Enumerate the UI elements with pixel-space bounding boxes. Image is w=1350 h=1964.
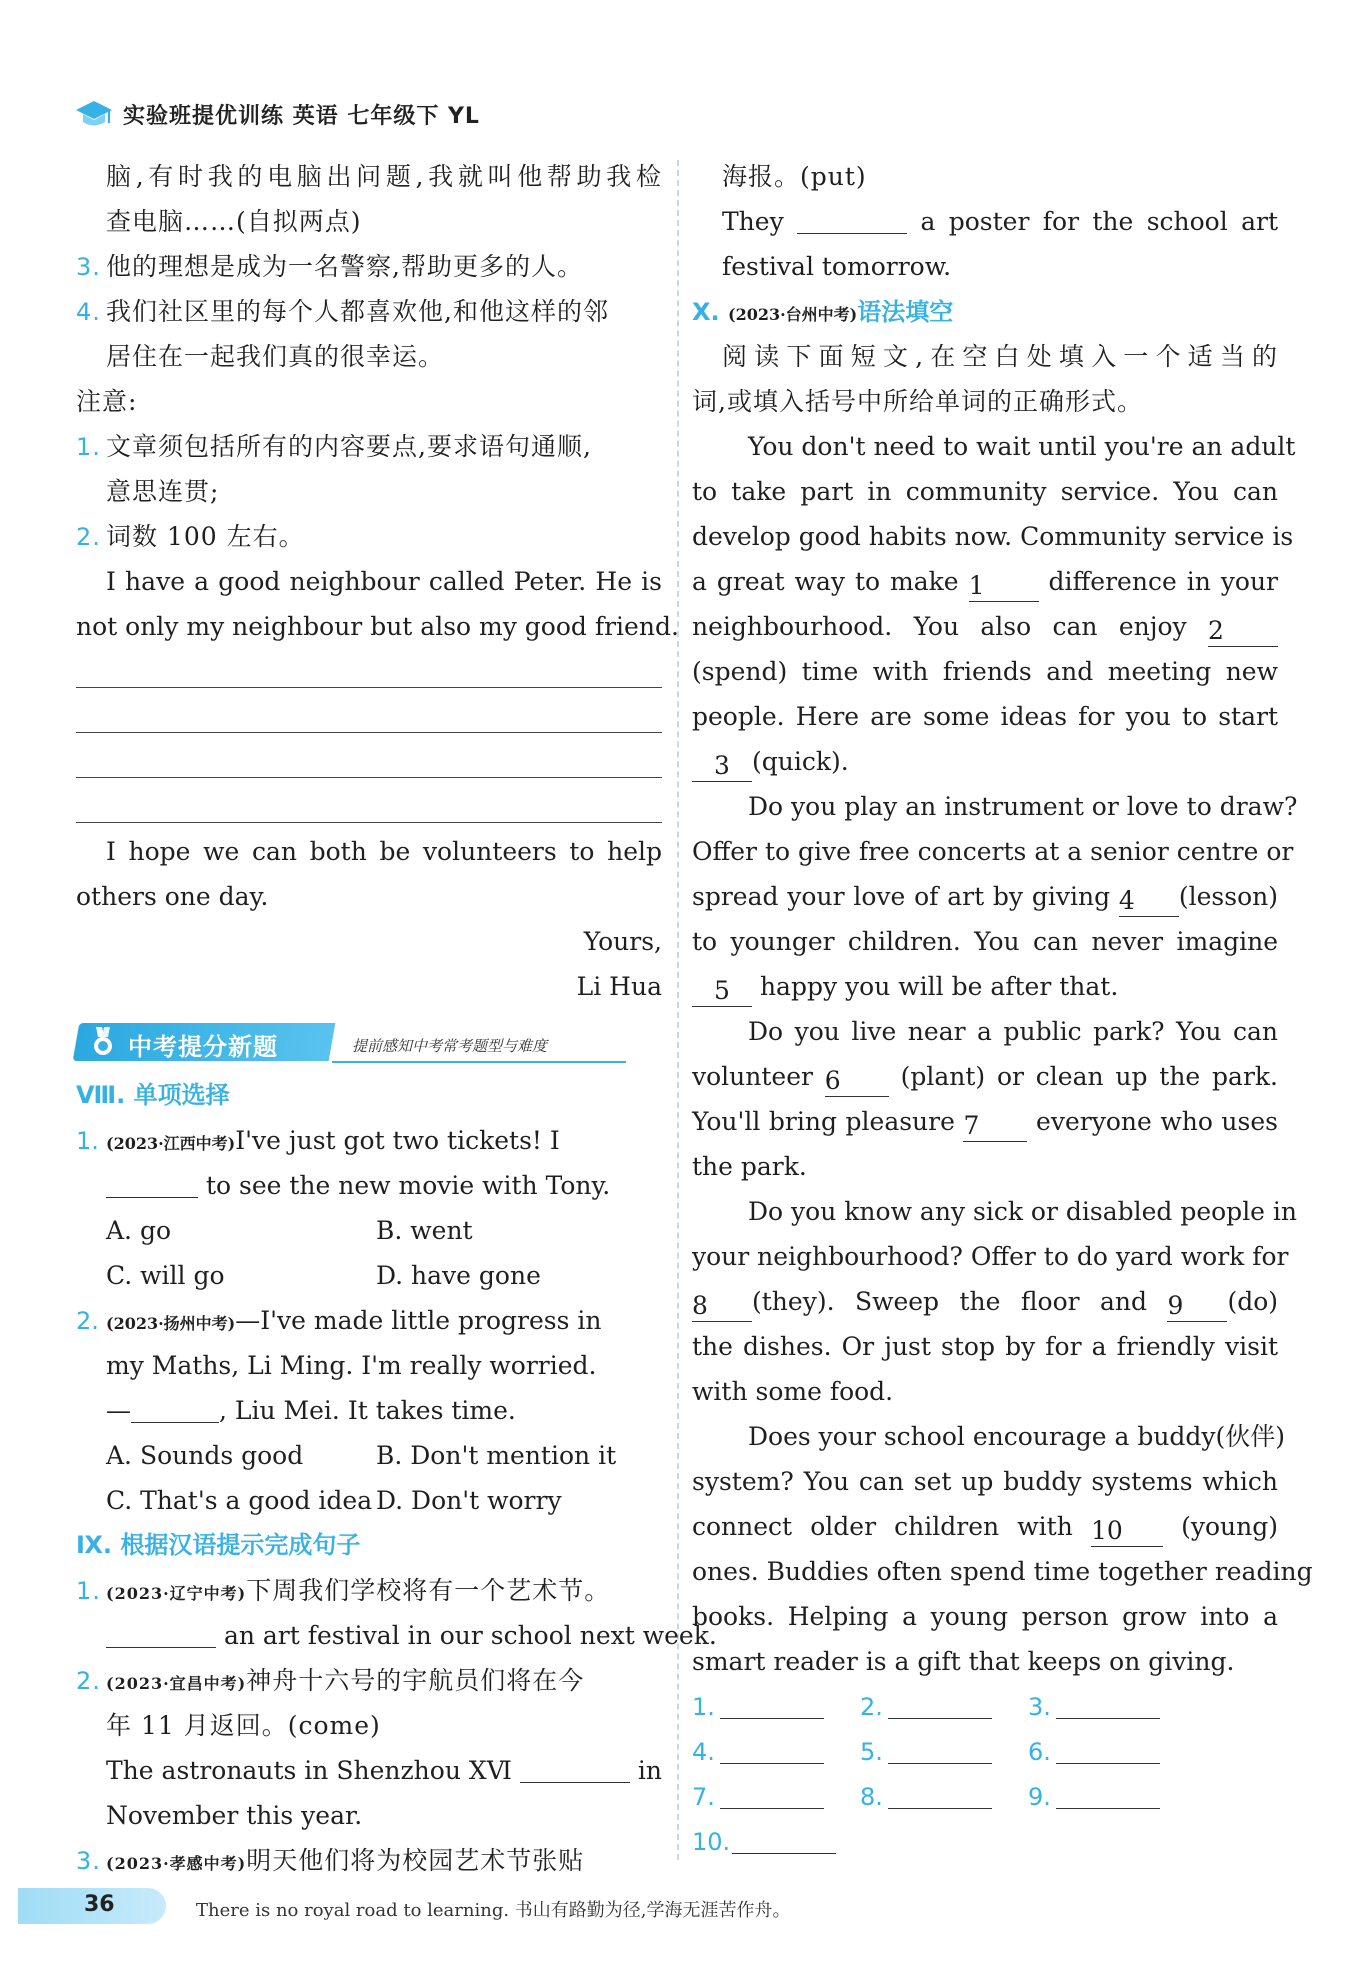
passage-text: neighbourhood. You also can enjoy (692, 612, 1187, 641)
passage-text: You'll bring pleasure (692, 1107, 955, 1136)
passage-text: (they). Sweep the floor and (752, 1287, 1148, 1316)
cloze-blank[interactable]: 4 (1119, 886, 1179, 917)
sentence-text: festival tomorrow. (722, 252, 952, 281)
instruction-line: 阅读下面短文,在空白处填入一个适当的 (722, 342, 1278, 371)
cloze-blank[interactable]: 5 (692, 976, 752, 1007)
answer-slot (692, 1774, 860, 1820)
passage-line: to younger children. You can never imagine (692, 927, 1278, 956)
passage-text: everyone who uses (1036, 1107, 1278, 1136)
answer-slot (1028, 1729, 1196, 1775)
item-number: 3. (76, 1847, 101, 1875)
instruction-line: 词,或填入括号中所给单词的正确形式。 (692, 387, 1143, 416)
answer-blank[interactable] (106, 1167, 198, 1198)
answer-slot (860, 1729, 1028, 1775)
answer-row (692, 1729, 1278, 1774)
answer-blank[interactable] (131, 1392, 219, 1423)
answer-blank[interactable] (520, 1752, 630, 1783)
option-b[interactable]: B. Don't mention it (376, 1441, 617, 1470)
answer-blank[interactable] (720, 1778, 824, 1809)
passage-line: develop good habits now. Community service is (692, 522, 1294, 551)
answer-slot (692, 1819, 860, 1865)
text-line: 我们社区里的每个人都喜欢他,和他这样的邻 (106, 297, 609, 326)
cloze-blank[interactable]: 9 (1167, 1291, 1227, 1322)
passage-text: (plant) or clean up the park. (900, 1062, 1278, 1091)
answer-number: 3. (1028, 1693, 1051, 1721)
page-header (75, 92, 480, 136)
option-d[interactable]: D. Don't worry (376, 1486, 562, 1515)
option-c[interactable]: C. will go (106, 1261, 225, 1290)
answer-slot (692, 1684, 860, 1730)
item-number: 2. (76, 523, 101, 551)
option-d[interactable]: D. have gone (376, 1261, 541, 1290)
passage-line: with some food. (692, 1377, 894, 1406)
column-divider (677, 160, 679, 1860)
item-number: 2. (76, 1667, 101, 1695)
footer-motto: There is no royal road to learning. 书山有路勤为径,学海无涯苦作舟。 (196, 1900, 791, 1921)
signature: Li Hua (576, 972, 662, 1001)
answer-blank[interactable] (888, 1688, 992, 1719)
text-line: 文章须包括所有的内容要点,要求语句通顺, (106, 432, 592, 461)
essay-line: I have a good neighbour called Peter. He is (106, 567, 662, 596)
section-heading: Ⅷ. 单项选择 (76, 1081, 230, 1109)
writing-line[interactable] (76, 649, 662, 694)
text-line: 脑,有时我的电脑出问题,我就叫他帮助我检 (106, 162, 662, 191)
cloze-blank[interactable]: 6 (825, 1066, 889, 1097)
passage-line: Offer to give free concerts at a senior centre or (692, 837, 1294, 866)
passage-line: Do you live near a public park? You can (748, 1017, 1278, 1046)
passage-text: a great way to make (692, 567, 959, 596)
answer-number: 6. (1028, 1738, 1051, 1766)
answer-slot (1028, 1684, 1196, 1730)
left-column (76, 154, 717, 1883)
passage-line: Do you know any sick or disabled people in (748, 1197, 1298, 1226)
passage-line: system? You can set up buddy systems which (692, 1467, 1278, 1496)
writing-line[interactable] (76, 739, 662, 784)
page-footer (18, 1888, 1338, 1928)
question-text: my Maths, Li Ming. I'm really worried. (106, 1351, 597, 1380)
answer-blank[interactable] (888, 1733, 992, 1764)
option-b[interactable]: B. went (376, 1216, 473, 1245)
essay-line: not only my neighbour but also my good friend. (76, 612, 679, 641)
item-number: 1. (76, 1127, 99, 1155)
passage-text: (lesson) (1178, 882, 1278, 911)
text-line: 居住在一起我们真的很幸运。 (106, 342, 445, 371)
passage-text: connect older children with (692, 1512, 1073, 1541)
answer-blank[interactable] (720, 1688, 824, 1719)
text-line: 词数 100 左右。 (106, 522, 305, 551)
passage-text: spread your love of art by giving (692, 882, 1111, 911)
writing-line[interactable] (76, 784, 662, 829)
text-line: 他的理想是成为一名警察,帮助更多的人。 (106, 252, 583, 281)
essay-line: I hope we can both be volunteers to help (106, 837, 662, 866)
passage-line: Does your school encourage a buddy(伙伴) (748, 1422, 1286, 1451)
item-number: 2. (76, 1307, 99, 1335)
question-text: , Liu Mei. It takes time. (219, 1396, 516, 1425)
section-number: Ⅹ. (692, 298, 720, 326)
answer-blank[interactable] (1056, 1778, 1160, 1809)
passage-line: the dishes. Or just stop by for a friendly visit (692, 1332, 1278, 1361)
question-text: I've just got two tickets! I (235, 1126, 560, 1155)
section-heading: 语法填空 (857, 298, 954, 326)
passage-line: smart reader is a gift that keeps on giving. (692, 1647, 1235, 1676)
question-text: —I've made little progress in (235, 1306, 602, 1335)
answer-blank[interactable] (1056, 1688, 1160, 1719)
item-number: 1. (76, 1577, 101, 1605)
passage-line: Do you play an instrument or love to draw? (748, 792, 1298, 821)
essay-line: others one day. (76, 882, 269, 911)
sentence-text: They (722, 207, 784, 236)
cloze-blank[interactable]: 3 (692, 751, 752, 782)
answer-row (692, 1684, 1278, 1729)
answer-number: 4. (692, 1738, 715, 1766)
answer-blank[interactable] (732, 1823, 836, 1854)
dash: — (106, 1396, 131, 1425)
passage-text: (quick). (752, 747, 849, 776)
sentence-text: in (637, 1756, 662, 1785)
banner-subtitle: 提前感知中考常考题型与难度 (352, 1037, 548, 1055)
chinese-prompt: 年 11 月返回。(come) (106, 1711, 381, 1740)
passage-text: (young) (1181, 1512, 1278, 1541)
answer-number: 9. (1028, 1783, 1051, 1811)
option-a[interactable]: A. go (106, 1216, 172, 1245)
header-title: 实验班提优训练 英语 七年级下 YL (123, 103, 480, 129)
question-source: (2023·台州中考) (728, 305, 858, 324)
answer-blank[interactable] (1056, 1733, 1160, 1764)
exam-banner (76, 1015, 662, 1071)
answer-number: 2. (860, 1693, 883, 1721)
cloze-blank[interactable]: 2 (1208, 616, 1278, 647)
passage-text: difference in your (1048, 567, 1279, 596)
cloze-blank[interactable]: 8 (692, 1291, 752, 1322)
question-source: (2023·扬州中考) (106, 1314, 236, 1333)
passage-line: people. Here are some ideas for you to start (692, 702, 1278, 731)
item-number: 4. (76, 298, 101, 326)
cloze-blank[interactable]: 7 (963, 1111, 1027, 1142)
answer-row (692, 1819, 1278, 1864)
banner-title: 中考提分新题 (128, 1033, 278, 1061)
answer-slot (860, 1684, 1028, 1730)
question-source: (2023·辽宁中考) (106, 1584, 247, 1603)
chinese-prompt: 下周我们学校将有一个艺术节。 (246, 1576, 611, 1605)
page-number: 36 (84, 1892, 115, 1917)
answer-slot (860, 1774, 1028, 1820)
answer-blank[interactable] (797, 203, 907, 234)
answer-slot (1028, 1774, 1196, 1820)
chinese-prompt: 明天他们将为校园艺术节张贴 (246, 1846, 585, 1875)
item-number: 1. (76, 433, 101, 461)
question-source: (2023·江西中考) (106, 1134, 236, 1153)
chinese-prompt: 神舟十六号的宇航员们将在今 (246, 1666, 585, 1695)
answer-blank[interactable] (720, 1733, 824, 1764)
chinese-prompt: 海报。(put) (722, 162, 867, 191)
banner-underline (332, 1061, 626, 1063)
writing-line[interactable] (76, 694, 662, 739)
question-text: to see the new movie with Tony. (205, 1171, 611, 1200)
passage-text: happy you will be after that. (759, 972, 1119, 1001)
graduation-cap-icon (75, 97, 113, 131)
passage-line: your neighbourhood? Offer to do yard work for (692, 1242, 1289, 1271)
answer-number: 5. (860, 1738, 883, 1766)
sentence-text: a poster for the school art (920, 207, 1278, 236)
answer-number: 8. (860, 1783, 883, 1811)
text-line: 意思连贯; (106, 477, 220, 506)
sentence-text: The astronauts in Shenzhou ⅩⅥ (106, 1756, 512, 1785)
answer-number: 7. (692, 1783, 715, 1811)
passage-line: ones. Buddies often spend time together reading (692, 1557, 1313, 1586)
section-heading: Ⅸ. 根据汉语提示完成句子 (76, 1531, 361, 1559)
passage-line: to take part in community service. You can (692, 477, 1278, 506)
passage-text: volunteer (692, 1062, 813, 1091)
passage-text: (do) (1227, 1287, 1278, 1316)
answer-slot (692, 1729, 860, 1775)
passage-line: You don't need to wait until you're an adult (748, 432, 1296, 461)
answer-blank[interactable] (888, 1778, 992, 1809)
note-label: 注意: (76, 387, 138, 416)
option-c[interactable]: C. That's a good idea (106, 1486, 373, 1515)
item-number: 3. (76, 253, 101, 281)
answer-blank[interactable] (106, 1617, 216, 1648)
sentence-text: November this year. (106, 1801, 363, 1830)
text-line: 查电脑……(自拟两点) (106, 207, 362, 236)
option-a[interactable]: A. Sounds good (106, 1441, 304, 1470)
closing: Yours, (583, 927, 662, 956)
answer-number: 1. (692, 1693, 715, 1721)
sentence-text: an art festival in our school next week. (223, 1621, 717, 1650)
cloze-blank[interactable]: 1 (969, 571, 1039, 602)
medal-icon (90, 1027, 116, 1057)
question-source: (2023·孝感中考) (106, 1854, 247, 1873)
right-column (692, 154, 1313, 1864)
passage-line: (spend) time with friends and meeting new (692, 657, 1278, 686)
passage-line: books. Helping a young person grow into a (692, 1602, 1278, 1631)
passage-line: the park. (692, 1152, 807, 1181)
answer-number: 10. (692, 1828, 731, 1856)
answer-row (692, 1774, 1278, 1819)
cloze-blank[interactable]: 10 (1091, 1516, 1163, 1547)
question-source: (2023·宜昌中考) (106, 1674, 247, 1693)
